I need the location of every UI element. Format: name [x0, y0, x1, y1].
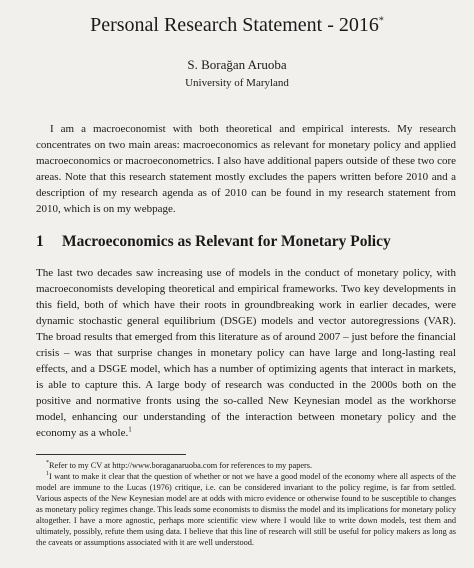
footnote-text: Refer to my CV at http://www.boraganaruoba.com for references to my papers. [49, 461, 313, 470]
footnote [36, 460, 456, 471]
footnote-text: I want to make it clear that the question of whether or not we have a good model of the economy where all aspects of the model are immune to the Lucas (1976) critique, i.e. can be considered invariant to the policy regime, is far from settled. Various aspects of the New Keynesian model are at odds with micro evidence or otherwise found to be susceptible to changes as monetary policy regimes change. This leads some economists to dismiss the model and its implications for monetary policy altogether. I have a more agnostic, perhaps more scientific view where I would like to write down models, test them and ultimately, possibly, refute them using data. I believe that this line of research will still be useful for policy makers as long as the caveats or assumptions associated with it are well understood. [36, 472, 456, 547]
title-footnote-mark: * [378, 15, 384, 27]
paragraph-footnote-mark: 1 [128, 425, 132, 434]
section-title: Macroeconomics as Relevant for Monetary Policy [62, 233, 391, 250]
author-affiliation: University of Maryland [185, 77, 289, 89]
footnote-mark: 1 [46, 471, 49, 478]
intro-paragraph: I am a macroeconomist with both theoretical and empirical interests. My research concentrates on two main areas: macroeconomics as relevant for monetary policy and applied macroeconomics or macroeconometrics. I also have additional papers outside of these two core areas. Note that this research statement mostly excludes the papers written before 2010 and a description of my research agenda as of 2010 can be found in my research statement from 2010, which is on my webpage. [36, 123, 456, 215]
section-number: 1 [36, 233, 44, 250]
footnote-rule [36, 454, 186, 455]
footnote-mark: * [46, 460, 49, 467]
section-heading [36, 233, 456, 251]
paper-title [0, 14, 474, 37]
paper-title-text: Personal Research Statement - 2016 [90, 14, 379, 36]
section-paragraph [36, 265, 456, 441]
footnote [36, 471, 456, 548]
section-paragraph-text: The last two decades saw increasing use of models in the conduct of monetary policy, with macroeconomists developing theoretical and empirical frameworks. Two key developments in this field, both of which have their roots in groundbreaking work in earlier decades, were dynamic stochastic general equilibrium (DSGE) models and vector autoregressions (VAR). The broad results that emerged from this literature as of around 2007 – just before the financial crisis – was that surprise changes in monetary policy can have large and long-lasting real effects, and a DSGE model, which has a number of optimizing agents that interact in markets, is able to capture this. A large body of research was conducted in the 2000s both on the positive and normative fronts using the so-called New Keynesian model as the workhorse model, enhancing our understanding of the interaction between monetary policy and the economy as a whole. [36, 267, 456, 439]
author-name: S. Borağan Aruoba [187, 57, 287, 72]
